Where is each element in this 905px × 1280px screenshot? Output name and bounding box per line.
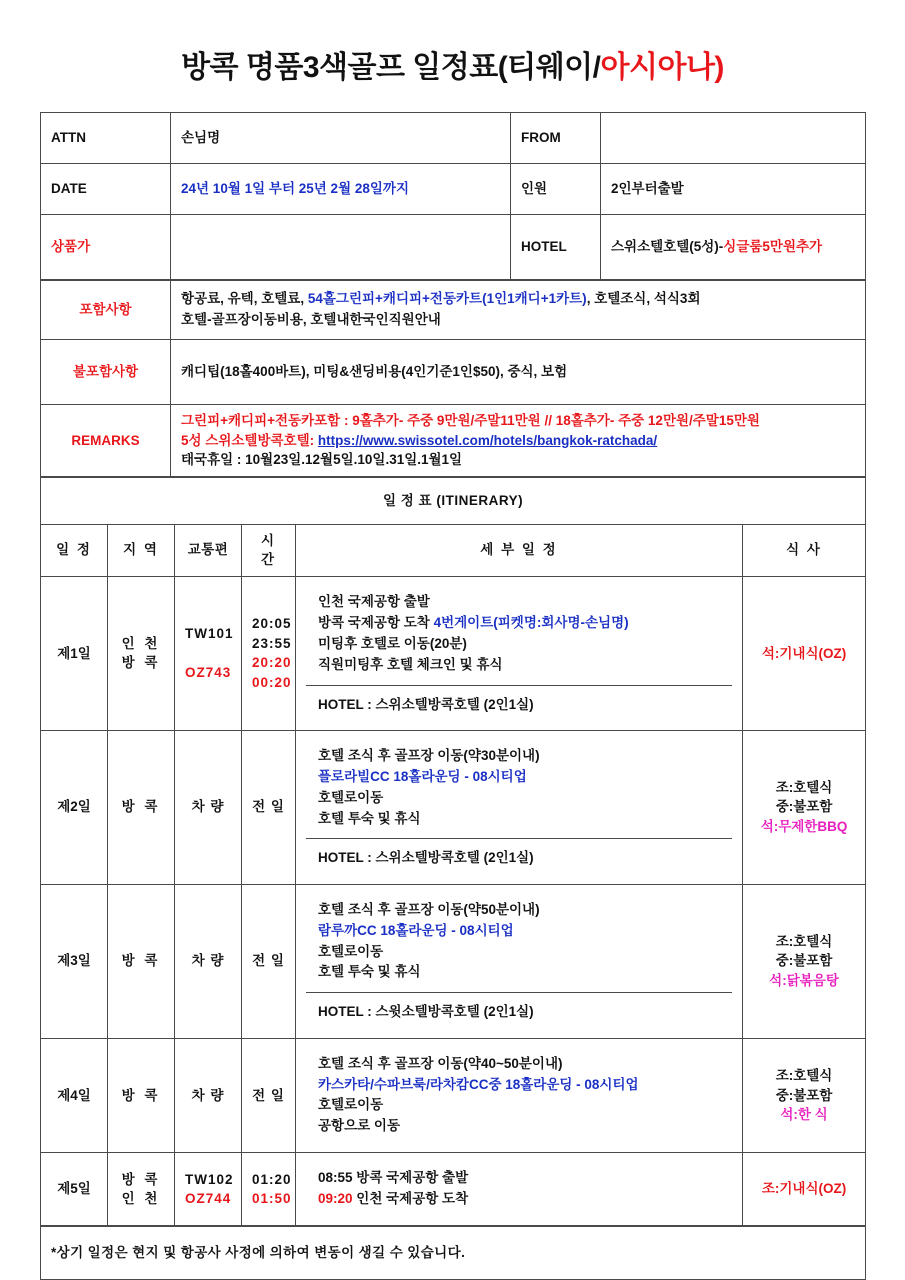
page-title-red: 아시아나) xyxy=(600,51,724,84)
detail-line-black: 방콕 국제공항 도착 xyxy=(318,614,434,630)
time-line: 전 일 xyxy=(252,1087,285,1103)
meal-line: 석:닭볶음탕 xyxy=(769,972,839,988)
itinerary-section-title: 일 정 표 (ITINERARY) xyxy=(41,477,866,524)
table-row-attn xyxy=(41,113,866,164)
inclusions-line1-a: 항공료, 유텍, 호텔료, xyxy=(181,291,308,307)
pax-label: 인원 xyxy=(511,164,601,215)
detail-line xyxy=(318,942,722,963)
meal-line: 석:한 식 xyxy=(780,1107,828,1123)
detail-line xyxy=(318,809,722,830)
area-line: 방 콕 xyxy=(121,1087,161,1103)
from-label: FROM xyxy=(511,113,601,164)
itinerary-header-row xyxy=(41,524,866,576)
table-row-price xyxy=(41,215,866,280)
spacer xyxy=(185,644,231,664)
area-line: 방 콕 xyxy=(121,953,161,969)
detail-line-black: 인천 국제공항 도착 xyxy=(352,1191,469,1207)
transport-cell xyxy=(175,576,242,730)
transport-cell xyxy=(175,730,242,884)
meal-line: 중:불포함 xyxy=(775,1087,833,1103)
hotel-value-black: 스위소텔호텔(5성)- xyxy=(611,239,724,255)
inclusions-line2: 호텔-골프장이동비용, 호텔내한국인직원안내 xyxy=(181,312,441,327)
detail-lines xyxy=(306,1159,732,1219)
hotel-line: HOTEL : 스윗소텔방콕호텔 (2인1실) xyxy=(306,992,732,1031)
remarks-line3: 태국휴일 : 10월23일.12월5일.10일.31일.1월1일 xyxy=(181,452,463,468)
transport-cell xyxy=(175,1038,242,1153)
column-header-transport: 교통편 xyxy=(175,524,242,576)
column-header-day: 일 정 xyxy=(41,524,108,576)
detail-line xyxy=(318,1054,722,1075)
meal-cell xyxy=(743,1038,866,1153)
area-line: 인 천 xyxy=(121,1191,161,1207)
table-row xyxy=(41,576,866,730)
table-row-footnote xyxy=(41,1227,866,1280)
time-line: 01:20 xyxy=(252,1171,292,1187)
detail-cell xyxy=(296,730,743,884)
area-cell xyxy=(108,884,175,1038)
inclusions-line1-b: , 호텔조식, 석식3회 xyxy=(586,291,701,307)
exclusions-value: 캐디팁(18홀400바트), 미팅&샌딩비용(4인기준1인$50), 중식, 보험 xyxy=(171,340,866,405)
time-line: 20:20 xyxy=(252,655,292,671)
column-header-area: 지 역 xyxy=(108,524,175,576)
detail-line xyxy=(318,1189,722,1210)
detail-lines xyxy=(306,737,732,839)
detail-line-black: 호텔로이동 xyxy=(318,789,384,805)
detail-line xyxy=(318,900,722,921)
column-header-time: 시 간 xyxy=(242,524,296,576)
detail-line xyxy=(318,1168,722,1189)
hotel-value xyxy=(601,215,866,280)
date-value: 24년 10월 1일 부터 25년 2월 28일까지 xyxy=(171,164,511,215)
hotel-website-link[interactable]: https://www.swissotel.com/hotels/bangkok-ratchada/ xyxy=(317,432,658,448)
meal-cell xyxy=(743,1153,866,1226)
price-label: 상품가 xyxy=(41,215,171,280)
detail-line-black: 호텔 조식 후 골프장 이동(약30분이내) xyxy=(318,747,540,763)
remarks-line2-prefix: 5성 스위소텔방콕호텔: xyxy=(181,432,318,448)
table-row xyxy=(41,730,866,884)
detail-line xyxy=(318,1075,722,1096)
detail-line-black: 호텔 투숙 및 휴식 xyxy=(318,810,421,826)
hotel-label: HOTEL xyxy=(511,215,601,280)
table-row xyxy=(41,1038,866,1153)
hotel-line: HOTEL : 스위소텔방콕호텔 (2인1실) xyxy=(306,685,732,724)
detail-line-blue: 카스카타/수파브룩/라차캄CC중 18홀라운딩 - 08시티업 xyxy=(318,1076,639,1092)
day-cell: 제1일 xyxy=(41,576,108,730)
detail-line-black: 호텔로이동 xyxy=(318,943,384,959)
detail-line xyxy=(318,655,722,676)
time-cell xyxy=(242,730,296,884)
detail-line xyxy=(318,1095,722,1116)
page-title-black: 방콕 명품3색골프 일정표(티웨이/ xyxy=(181,51,601,84)
page-title xyxy=(40,0,865,112)
itinerary-table xyxy=(40,477,866,1226)
day-cell: 제3일 xyxy=(41,884,108,1038)
table-row xyxy=(41,1153,866,1226)
detail-line-black: 호텔 조식 후 골프장 이동(약50분이내) xyxy=(318,901,540,917)
transport-cell xyxy=(175,884,242,1038)
detail-lines xyxy=(306,1045,732,1147)
column-header-detail: 세 부 일 정 xyxy=(296,524,743,576)
meal-cell xyxy=(743,730,866,884)
header-info-table xyxy=(40,112,866,280)
remarks-label: REMARKS xyxy=(41,405,171,477)
from-value xyxy=(601,113,866,164)
detail-line-black: 공항으로 이동 xyxy=(318,1118,400,1134)
detail-line-blue: 플로라빌CC 18홀라운딩 - 08시티업 xyxy=(318,768,527,784)
inclusions-label: 포함사항 xyxy=(41,281,171,340)
detail-line xyxy=(318,592,722,613)
remarks-value xyxy=(171,405,866,477)
inclusions-line1-blue: 54홀그린피+캐디피+전동카트(1인1캐디+1카트) xyxy=(307,291,587,307)
time-line: 01:50 xyxy=(252,1191,292,1207)
exclusions-label: 불포함사항 xyxy=(41,340,171,405)
flight-number-outbound: 차 량 xyxy=(191,953,225,969)
meal-line: 중:불포함 xyxy=(775,799,833,815)
meal-line: 중:불포함 xyxy=(775,953,833,969)
meal-line: 조:호텔식 xyxy=(775,1068,833,1084)
table-row-inclusions xyxy=(41,281,866,340)
hotel-value-red: 싱글룸5만원추가 xyxy=(723,239,823,255)
terms-table xyxy=(40,280,866,477)
detail-line-black: 08:55 방콕 국제공항 출발 xyxy=(318,1170,469,1186)
flight-number-outbound: 차 량 xyxy=(191,799,225,815)
detail-line xyxy=(318,746,722,767)
footnote-table xyxy=(40,1226,866,1280)
flight-number-outbound: TW101 xyxy=(185,625,234,641)
detail-line xyxy=(318,767,722,788)
time-line: 20:05 xyxy=(252,616,292,632)
time-line: 전 일 xyxy=(252,799,285,815)
hotel-line: HOTEL : 스위소텔방콕호텔 (2인1실) xyxy=(306,838,732,877)
detail-line xyxy=(318,613,722,634)
detail-line-blue: 4번게이트(피켓명:회사명-손님명) xyxy=(433,614,629,630)
detail-line-black: 호텔 조식 후 골프장 이동(약40~50분이내) xyxy=(318,1055,563,1071)
attn-label: ATTN xyxy=(41,113,171,164)
detail-cell xyxy=(296,1153,743,1226)
area-cell xyxy=(108,730,175,884)
itinerary-section-title-row xyxy=(41,477,866,524)
time-cell xyxy=(242,1153,296,1226)
detail-line-black: 인천 국제공항 출발 xyxy=(318,593,430,609)
detail-lines xyxy=(306,583,732,685)
detail-line xyxy=(318,788,722,809)
meal-line: 석:기내식(OZ) xyxy=(761,645,847,661)
table-row xyxy=(41,884,866,1038)
meal-line: 조:호텔식 xyxy=(775,933,833,949)
detail-cell xyxy=(296,884,743,1038)
time-line: 00:20 xyxy=(252,674,292,690)
detail-line-black: 미팅후 호텔로 이동(20분) xyxy=(318,635,467,651)
day-cell: 제4일 xyxy=(41,1038,108,1153)
pax-value: 2인부터출발 xyxy=(601,164,866,215)
detail-lines xyxy=(306,891,732,993)
flight-number-outbound: 차 량 xyxy=(191,1087,225,1103)
price-value xyxy=(171,215,511,280)
detail-line xyxy=(318,1116,722,1137)
detail-cell xyxy=(296,1038,743,1153)
time-cell xyxy=(242,1038,296,1153)
meal-cell xyxy=(743,884,866,1038)
time-cell xyxy=(242,576,296,730)
detail-line-black: 호텔로이동 xyxy=(318,1097,384,1113)
flight-number-alternate: OZ744 xyxy=(185,1191,232,1207)
date-label: DATE xyxy=(41,164,171,215)
flight-number-outbound: TW102 xyxy=(185,1171,234,1187)
detail-line-black: 직원미팅후 호텔 체크인 및 휴식 xyxy=(318,656,503,672)
detail-line-blue: 람루까CC 18홀라운딩 - 08시티업 xyxy=(318,922,514,938)
area-cell xyxy=(108,1153,175,1226)
time-cell xyxy=(242,884,296,1038)
footnote-text: *상기 일정은 현지 및 항공사 사정에 의하여 변동이 생길 수 있습니다. xyxy=(41,1227,866,1280)
area-line: 방 콕 xyxy=(121,799,161,815)
remarks-line1: 그린피+캐디피+전동카포함 : 9홀추가- 주중 9만원/주말11만원 // 18홀추가- 주중 12만원/주말15만원 xyxy=(181,413,760,428)
area-line: 방 콕 xyxy=(121,1171,161,1187)
meal-cell xyxy=(743,576,866,730)
meal-line: 석:무제한BBQ xyxy=(760,819,848,834)
flight-number-alternate: OZ743 xyxy=(185,665,232,681)
meal-line: 조:호텔식 xyxy=(775,779,833,795)
inclusions-value xyxy=(171,281,866,340)
table-row-exclusions xyxy=(41,340,866,405)
time-line: 23:55 xyxy=(252,635,292,651)
day-cell: 제2일 xyxy=(41,730,108,884)
detail-line-black: 호텔 투숙 및 휴식 xyxy=(318,964,421,980)
area-cell xyxy=(108,576,175,730)
time-line: 전 일 xyxy=(252,953,285,969)
meal-line: 조:기내식(OZ) xyxy=(761,1181,847,1197)
area-cell xyxy=(108,1038,175,1153)
detail-line xyxy=(318,634,722,655)
area-line: 방 콕 xyxy=(121,655,161,671)
transport-cell xyxy=(175,1153,242,1226)
area-line: 인 천 xyxy=(121,635,161,651)
detail-line-red: 09:20 xyxy=(318,1191,353,1207)
table-row-remarks xyxy=(41,405,866,477)
detail-cell xyxy=(296,576,743,730)
attn-value: 손님명 xyxy=(171,113,511,164)
column-header-meal: 식 사 xyxy=(743,524,866,576)
detail-line xyxy=(318,921,722,942)
day-cell: 제5일 xyxy=(41,1153,108,1226)
detail-line xyxy=(318,962,722,983)
table-row-date xyxy=(41,164,866,215)
